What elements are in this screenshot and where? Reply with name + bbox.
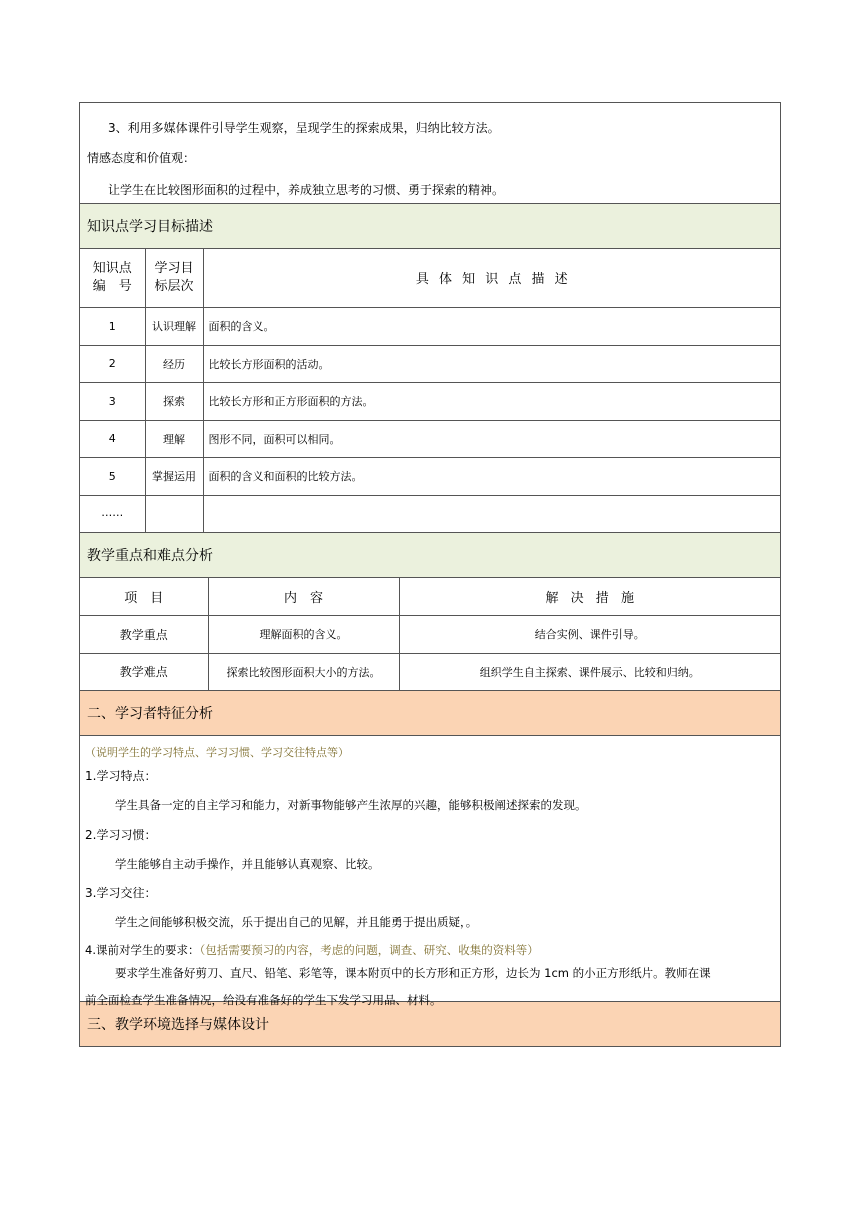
learner-content bbox=[80, 736, 780, 1007]
pre-class-requirements bbox=[85, 942, 539, 958]
knowledge-number: 4 bbox=[80, 420, 145, 457]
knowledge-number: 3 bbox=[80, 382, 145, 420]
table-row bbox=[80, 307, 780, 345]
col-target-level bbox=[145, 249, 203, 307]
table-row bbox=[80, 615, 780, 653]
pre-class-label: 4.课前对学生的要求： bbox=[85, 943, 200, 957]
document-table bbox=[79, 102, 781, 1047]
knowledge-level: 掌握运用 bbox=[145, 457, 203, 495]
keypoints-table-header-row bbox=[80, 578, 780, 615]
learning-habits-label: 2.学习习惯： bbox=[85, 828, 157, 842]
learning-habits-text: 学生能够自主动手操作，并且能够认真观察、比较。 bbox=[115, 857, 380, 871]
learning-interaction-text: 学生之间能够积极交流，乐于提出自己的见解，并且能勇于提出质疑，。 bbox=[115, 915, 478, 929]
col-knowledge-description: 具 体 知 识 点 描 述 bbox=[203, 249, 780, 307]
learner-section-header bbox=[80, 691, 780, 736]
objectives-continuation bbox=[80, 103, 780, 204]
learning-interaction-label: 3.学习交往： bbox=[85, 886, 157, 900]
knowledge-section-header bbox=[80, 204, 780, 249]
knowledge-table-header-row bbox=[80, 249, 780, 307]
table-row bbox=[80, 420, 780, 457]
knowledge-section-title: 知识点学习目标描述 bbox=[87, 219, 213, 235]
col-knowledge-number bbox=[80, 249, 145, 307]
table-row bbox=[80, 382, 780, 420]
col-knowledge-number-line2: 编 号 bbox=[92, 278, 132, 294]
knowledge-description: 面积的含义。 bbox=[203, 307, 780, 345]
keypoint-measure: 结合实例、课件引导。 bbox=[399, 615, 780, 653]
keypoint-content: 理解面积的含义。 bbox=[208, 615, 399, 653]
knowledge-number: 2 bbox=[80, 345, 145, 382]
pre-class-text-line2: 前全面检查学生准备情况，给没有准备好的学生下发学习用品、材料。 bbox=[85, 993, 442, 1007]
empty-cell bbox=[203, 495, 780, 532]
pre-class-text-line1: 要求学生准备好剪刀、直尺、铅笔、彩笔等，课本附页中的长方形和正方形，边长为 1cm 的小正方形纸片。教师在课 bbox=[115, 966, 711, 980]
keypoints-table bbox=[80, 578, 780, 690]
table-row bbox=[80, 653, 780, 690]
environment-section-title: 三、教学环境选择与媒体设计 bbox=[87, 1017, 269, 1033]
pre-class-note: （包括需要预习的内容，考虑的问题，调查、研究、收集的资料等） bbox=[199, 943, 539, 957]
learning-features-text: 学生具备一定的自主学习和能力，对新事物能够产生浓厚的兴趣，能够积极阐述探索的发现。 bbox=[115, 798, 587, 812]
knowledge-level: 探索 bbox=[145, 382, 203, 420]
knowledge-description: 图形不同，面积可以相同。 bbox=[203, 420, 780, 457]
col-target-level-line2: 标层次 bbox=[154, 278, 194, 294]
learning-features-label: 1.学习特点： bbox=[85, 769, 157, 783]
learner-section-title: 二、学习者特征分析 bbox=[87, 706, 213, 722]
table-row bbox=[80, 345, 780, 382]
col-measure: 解 决 措 施 bbox=[399, 578, 780, 615]
col-content: 内 容 bbox=[208, 578, 399, 615]
knowledge-table bbox=[80, 249, 780, 532]
keypoint-item: 教学重点 bbox=[80, 615, 208, 653]
knowledge-level: 理解 bbox=[145, 420, 203, 457]
keypoint-content: 探索比较图形面积大小的方法。 bbox=[208, 653, 399, 690]
knowledge-description: 面积的含义和面积的比较方法。 bbox=[203, 457, 780, 495]
attitude-text: 让学生在比较图形面积的过程中，养成独立思考的习惯、勇于探索的精神。 bbox=[108, 183, 505, 197]
learner-note: （说明学生的学习特点、学习习惯、学习交往特点等） bbox=[85, 746, 349, 759]
objective-line-3: 3、利用多媒体课件引导学生观察，呈现学生的探索成果，归纳比较方法。 bbox=[108, 121, 500, 135]
knowledge-level: 认识理解 bbox=[145, 307, 203, 345]
table-row bbox=[80, 457, 780, 495]
attitude-label: 情感态度和价值观： bbox=[87, 151, 196, 165]
col-knowledge-number-line1: 知识点 bbox=[92, 260, 132, 276]
empty-cell bbox=[145, 495, 203, 532]
col-target-level-line1: 学习目 bbox=[154, 260, 194, 276]
knowledge-description: 比较长方形和正方形面积的方法。 bbox=[203, 382, 780, 420]
knowledge-description: 比较长方形面积的活动。 bbox=[203, 345, 780, 382]
knowledge-number: 5 bbox=[80, 457, 145, 495]
knowledge-level: 经历 bbox=[145, 345, 203, 382]
knowledge-table-wrapper bbox=[80, 249, 780, 533]
knowledge-ellipsis: …… bbox=[80, 495, 145, 532]
knowledge-number: 1 bbox=[80, 307, 145, 345]
table-row bbox=[80, 495, 780, 532]
keypoint-measure: 组织学生自主探索、课件展示、比较和归纳。 bbox=[399, 653, 780, 690]
keypoint-item: 教学难点 bbox=[80, 653, 208, 690]
col-item: 项 目 bbox=[80, 578, 208, 615]
environment-section-header bbox=[80, 1002, 780, 1046]
keypoints-table-wrapper bbox=[80, 578, 780, 691]
keypoints-section-title: 教学重点和难点分析 bbox=[87, 548, 213, 564]
keypoints-section-header bbox=[80, 533, 780, 578]
